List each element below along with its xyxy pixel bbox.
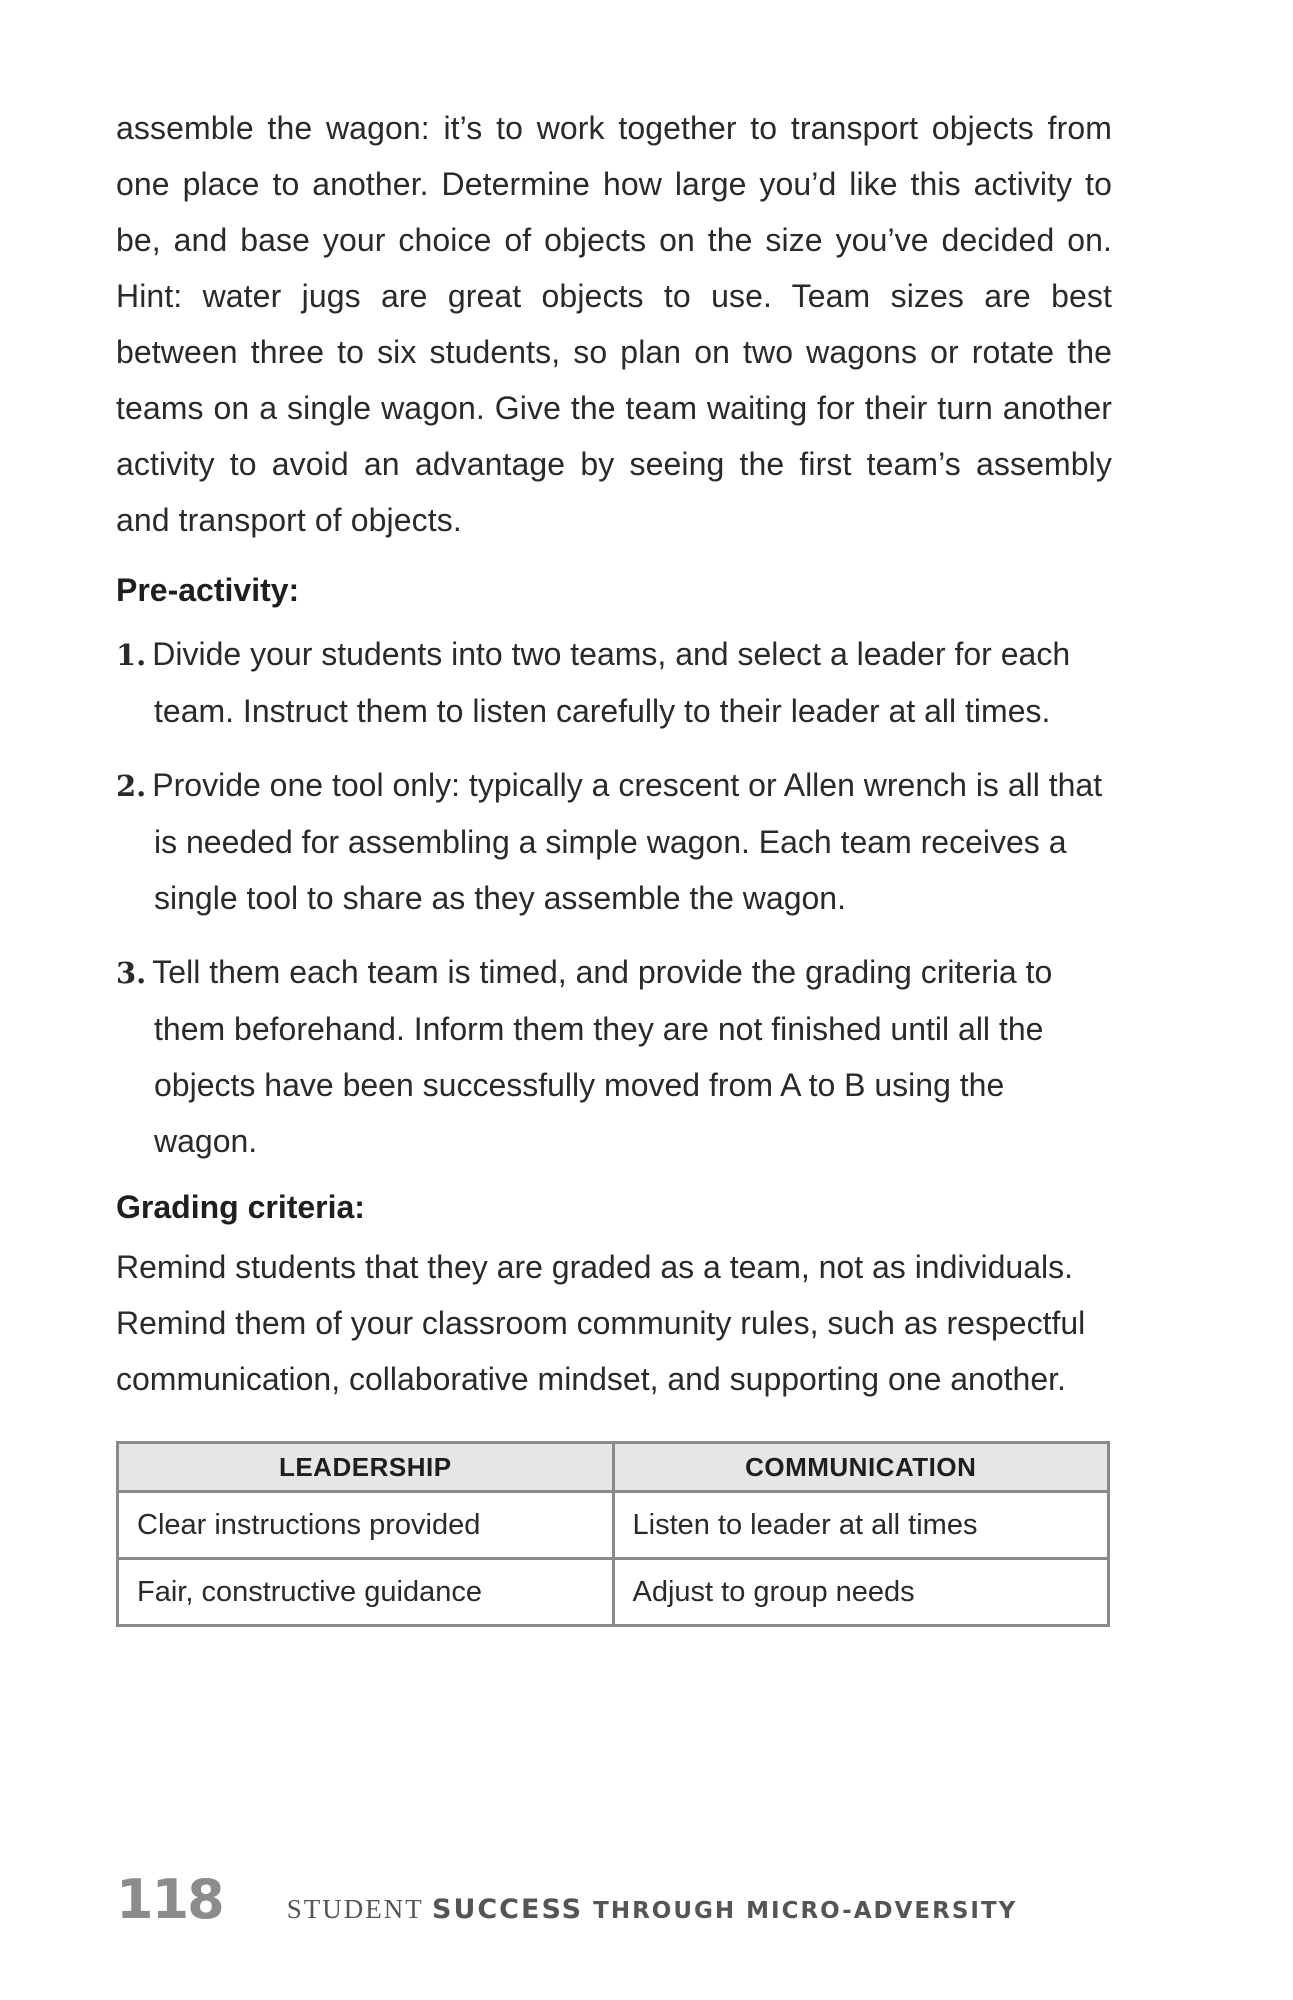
step-number: 1. bbox=[116, 638, 147, 672]
page-footer bbox=[116, 1868, 1116, 1931]
grading-criteria-heading: Grading criteria: bbox=[116, 1189, 365, 1225]
intro-paragraph: assemble the wagon: it’s to work together to transport objects from one place to another. Determine how large you’d like this activity to be, and base your choice of objects on the size you’ve decided on. Hint: water jugs are great objects to use. Team sizes are best between three to six students, so plan on two wagons or rotate the teams on a single wagon. Give the team waiting for their turn another activity to avoid an advantage by seeing the first team’s assembly and transport of objects. bbox=[116, 110, 1112, 538]
table-cell: Listen to leader at all times bbox=[613, 1492, 1109, 1559]
step-text: Divide your students into two teams, and select a leader for each team. Instruct them to listen carefully to their leader at all times. bbox=[152, 636, 1071, 729]
book-title bbox=[287, 1894, 1018, 1925]
table-cell: Clear instructions provided bbox=[118, 1492, 614, 1559]
book-title-part1: STUDENT bbox=[286, 1894, 432, 1924]
step-text: Tell them each team is timed, and provide the grading criteria to them beforehand. Inform them they are not finished until all the objects have been successfully moved from A to B using the wagon. bbox=[152, 954, 1053, 1159]
table-row bbox=[118, 1492, 1109, 1559]
table-row bbox=[118, 1559, 1109, 1626]
table-cell: Fair, constructive guidance bbox=[118, 1559, 614, 1626]
step-number: 3. bbox=[116, 956, 147, 990]
step-item bbox=[116, 944, 1112, 1169]
table-cell: Adjust to group needs bbox=[613, 1559, 1109, 1626]
pre-activity-steps bbox=[116, 626, 1112, 1169]
book-title-part3: THROUGH MICRO-ADVERSITY bbox=[583, 1898, 1018, 1924]
table-header-row bbox=[118, 1443, 1109, 1492]
grading-criteria-table bbox=[116, 1441, 1110, 1627]
page-content bbox=[116, 100, 1112, 1627]
pre-activity-heading: Pre-activity: bbox=[116, 572, 300, 608]
step-item bbox=[116, 626, 1112, 739]
column-header-communication: COMMUNICATION bbox=[613, 1443, 1109, 1492]
step-item bbox=[116, 757, 1112, 926]
page-number: 118 bbox=[116, 1868, 223, 1931]
grading-paragraph: Remind students that they are graded as a team, not as individuals. Remind them of your classroom community rules, such as respectful communication, collaborative mindset, and supporting one another. bbox=[116, 1249, 1086, 1397]
step-number: 2. bbox=[116, 769, 147, 803]
step-text: Provide one tool only: typically a crescent or Allen wrench is all that is needed for assembling a simple wagon. Each team receives a single tool to share as they assemble the wagon. bbox=[152, 767, 1103, 916]
book-title-part2: SUCCESS bbox=[432, 1894, 584, 1925]
column-header-leadership: LEADERSHIP bbox=[118, 1443, 614, 1492]
